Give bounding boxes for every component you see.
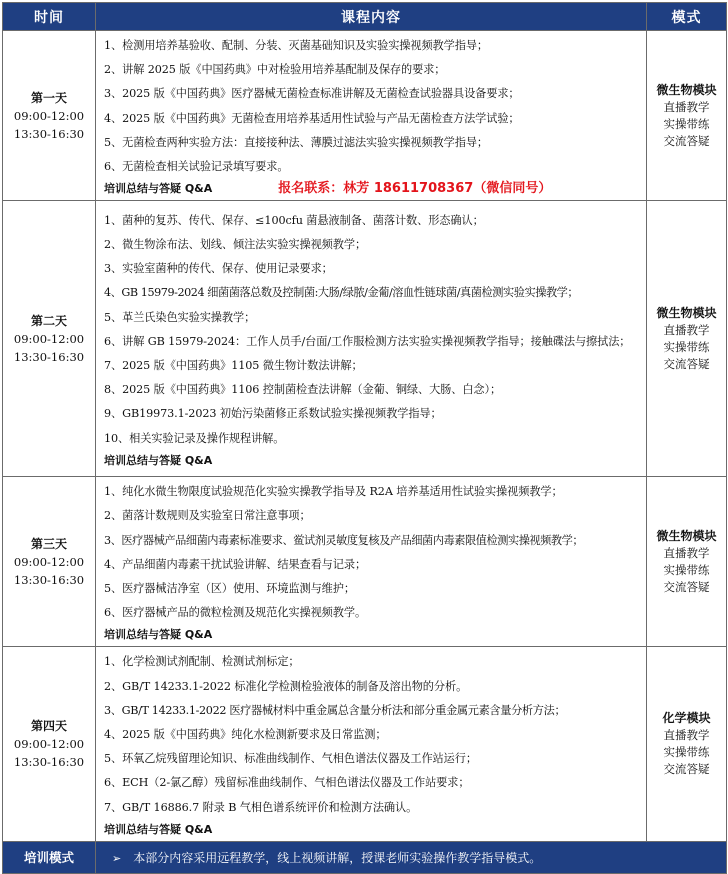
mode-item: 交流答疑 [663,762,710,777]
training-mode-text: 本部分内容采用远程教学，线上视频讲解，授课老师实验操作教学指导模式。 [133,850,542,865]
course-item: 5、革兰氏染色实验实操教学； [104,310,256,324]
contact-info: 报名联系：林芳 18611708367（微信同号） [278,181,552,197]
mode-item: 交流答疑 [663,133,710,148]
content-cell [96,201,647,477]
mode-item: 交流答疑 [663,356,710,371]
morning-time: 09:00-12:00 [13,554,85,569]
course-item: 7、GB/T 16886.7 附录 B 气相色谱系统评价和检测方法确认。 [104,800,418,814]
mode-cell [647,647,727,841]
mode-item: 实操带练 [663,339,710,354]
summary-line [104,625,640,644]
summary-text: 培训总结与答疑 Q&A [104,628,213,642]
content-cell [96,647,647,841]
module-name: 微生物模块 [656,82,717,97]
course-item: 10、相关实验记录及操作规程讲解。 [104,431,285,445]
time-cell [3,477,96,647]
course-item: 2、微生物涂布法、划线、倾注法实验实操视频教学； [104,237,367,251]
course-item: 1、化学检测试剂配制、检测试剂标定； [104,655,300,669]
time-cell [3,31,96,201]
course-item: 4、产品细菌内毒素干扰试验讲解、结果查看与记录； [104,557,367,571]
course-item: 4、GB 15979-2024 细菌菌落总数及控制菌:大肠/绿脓/金葡/溶血性链球菌/真菌检测实验实操教学； [104,286,579,300]
course-item: 9、GB19973.1-2023 初始污染菌修正系数试验实操视频教学指导； [104,407,442,421]
mode-item: 直播教学 [663,728,710,743]
header-row [3,3,727,31]
training-mode-row [3,841,727,873]
course-schedule-table [2,2,727,874]
training-mode-description [96,841,727,873]
summary-line [104,179,640,198]
mode-item: 直播教学 [663,322,710,337]
day-row [3,647,727,841]
day-label: 第三天 [30,536,67,551]
course-item: 1、检测用培养基验收、配制、分装、灭菌基础知识及实验实操视频教学指导； [104,39,488,52]
mode-item: 交流答疑 [663,579,710,594]
mode-item: 实操带练 [663,745,710,760]
course-item: 2、讲解 2025 版《中国药典》中对检验用培养基配制及保存的要求； [104,63,446,77]
mode-item: 实操带练 [663,562,710,577]
summary-line [104,820,640,839]
mode-item: 实操带练 [663,116,710,131]
morning-time: 09:00-12:00 [13,737,85,752]
training-mode-label: 培训模式 [3,841,96,873]
afternoon-time: 13:30-16:30 [13,572,85,587]
summary-line [104,451,640,470]
mode-item: 直播教学 [663,545,710,560]
summary-text: 培训总结与答疑 Q&A [104,182,213,196]
course-item: 6、无菌检查相关试验记录填写要求。 [104,160,289,174]
content-cell [96,31,647,201]
course-item: 6、讲解 GB 15979-2024：工作人员手/台面/工作服检测方法实验实操视频教学指导；接触碟法与擦拭法； [104,334,631,348]
course-item: 5、医疗器械洁净室（区）使用、环境监测与维护； [104,582,355,596]
afternoon-time: 13:30-16:30 [13,126,85,141]
module-name: 微生物模块 [656,305,717,320]
header-content: 课程内容 [96,3,647,31]
day-label: 第一天 [30,90,67,105]
course-item: 1、纯化水微生物限度试验规范化实验实操教学指导及 R2A 培养基适用性试验实操视频教学； [104,485,563,499]
morning-time: 09:00-12:00 [13,108,85,123]
mode-cell [647,201,727,477]
course-item: 4、2025 版《中国药典》纯化水检测新要求及日常监测； [104,728,387,742]
day-row [3,477,727,647]
course-item: 3、医疗器械产品细菌内毒素标准要求、鲎试剂灵敏度复核及产品细菌内毒素限值检测实操视频教学； [104,533,584,547]
course-item: 2、GB/T 14233.1-2022 标准化学检测检验液体的制备及溶出物的分析。 [104,679,468,693]
time-cell [3,201,96,477]
course-item: 1、菌种的复苏、传代、保存、≤100cfu 菌悬液制备、菌落计数、形态确认； [104,213,484,227]
mode-cell [647,477,727,647]
header-mode: 模式 [647,3,727,31]
content-cell [96,477,647,647]
course-item: 3、2025 版《中国药典》医疗器械无菌检查标准讲解及无菌检查试验器具设备要求； [104,87,520,101]
course-item: 6、ECH（2-氯乙醇）残留标准曲线制作、气相色谱法仪器及工作站要求； [104,776,470,790]
mode-item: 直播教学 [663,99,710,114]
time-cell [3,647,96,841]
day-row [3,31,727,201]
day-label: 第二天 [30,313,67,328]
summary-text: 培训总结与答疑 Q&A [104,822,213,836]
afternoon-time: 13:30-16:30 [13,755,85,770]
course-item: 5、无菌检查两种实验方法：直接接种法、薄膜过滤法实验实操视频教学指导； [104,135,488,149]
course-item: 4、2025 版《中国药典》无菌检查用培养基适用性试验与产品无菌检查方法学试验； [104,111,520,125]
afternoon-time: 13:30-16:30 [13,349,85,364]
course-item: 3、GB/T 14233.1-2022 医疗器械材料中重金属总含量分析法和部分重金属元素含量分析方法； [104,703,566,717]
summary-text: 培训总结与答疑 Q&A [104,453,213,467]
module-name: 化学模块 [662,711,711,726]
morning-time: 09:00-12:00 [13,331,85,346]
course-item: 3、实验室菌种的传代、保存、使用记录要求； [104,262,333,276]
course-item: 5、环氧乙烷残留理论知识、标准曲线制作、气相色谱法仪器及工作站运行； [104,752,477,766]
course-item: 8、2025 版《中国药典》1106 控制菌检查法讲解（金葡、铜绿、大肠、白念）； [104,383,502,397]
module-name: 微生物模块 [656,528,717,543]
day-label: 第四天 [30,719,67,734]
course-item: 7、2025 版《中国药典》1105 微生物计数法讲解； [104,358,363,372]
mode-cell [647,31,727,201]
header-time: 时间 [3,3,96,31]
course-item: 6、医疗器械产品的微粒检测及规范化实操视频教学。 [104,606,367,620]
day-row [3,201,727,477]
course-item: 2、菌落计数规则及实验室日常注意事项； [104,509,311,523]
arrow-bullet-icon: ➢ [112,851,122,865]
